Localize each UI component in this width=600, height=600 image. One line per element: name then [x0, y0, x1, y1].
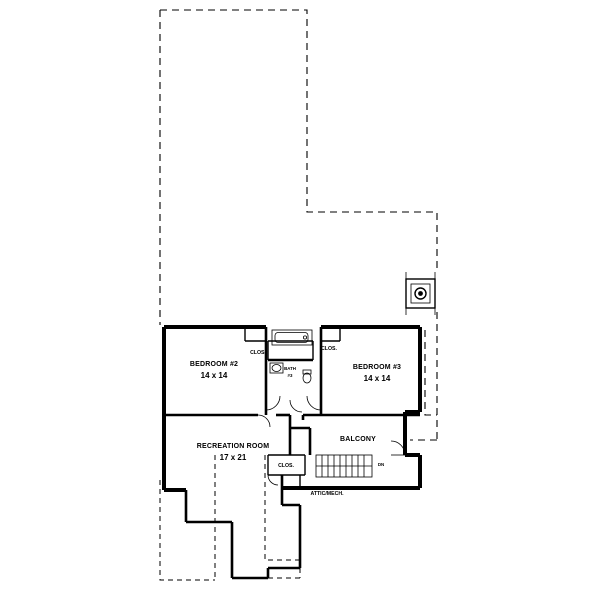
label-recreation-room-dim: 17 x 21 — [219, 453, 247, 462]
label-closet-bedroom-2: CLOS. — [250, 350, 266, 356]
label-bedroom-3-dim: 14 x 14 — [363, 374, 391, 383]
label-bath-3-name: BATH — [284, 366, 296, 371]
label-closet-bedroom-3: CLOS. — [321, 346, 337, 352]
label-bath-3-number: #3 — [287, 373, 293, 378]
label-bedroom-2-dim: 14 x 14 — [200, 371, 228, 380]
attic-window-detail — [406, 272, 435, 315]
label-bedroom-3-name: BEDROOM #3 — [352, 364, 402, 371]
stairs — [316, 455, 372, 477]
label-bedroom-2-name: BEDROOM #2 — [189, 361, 239, 368]
label-balcony: BALCONY — [339, 436, 377, 443]
label-attic-mech: ATTIC/MECH. — [310, 491, 344, 497]
label-stair-direction: DN — [377, 462, 385, 467]
door-swings — [258, 396, 405, 485]
label-closet-recreation: CLOS. — [278, 463, 294, 469]
label-recreation-room-name: RECREATION ROOM — [196, 443, 270, 450]
lower-level-outline-dashed — [160, 10, 437, 580]
